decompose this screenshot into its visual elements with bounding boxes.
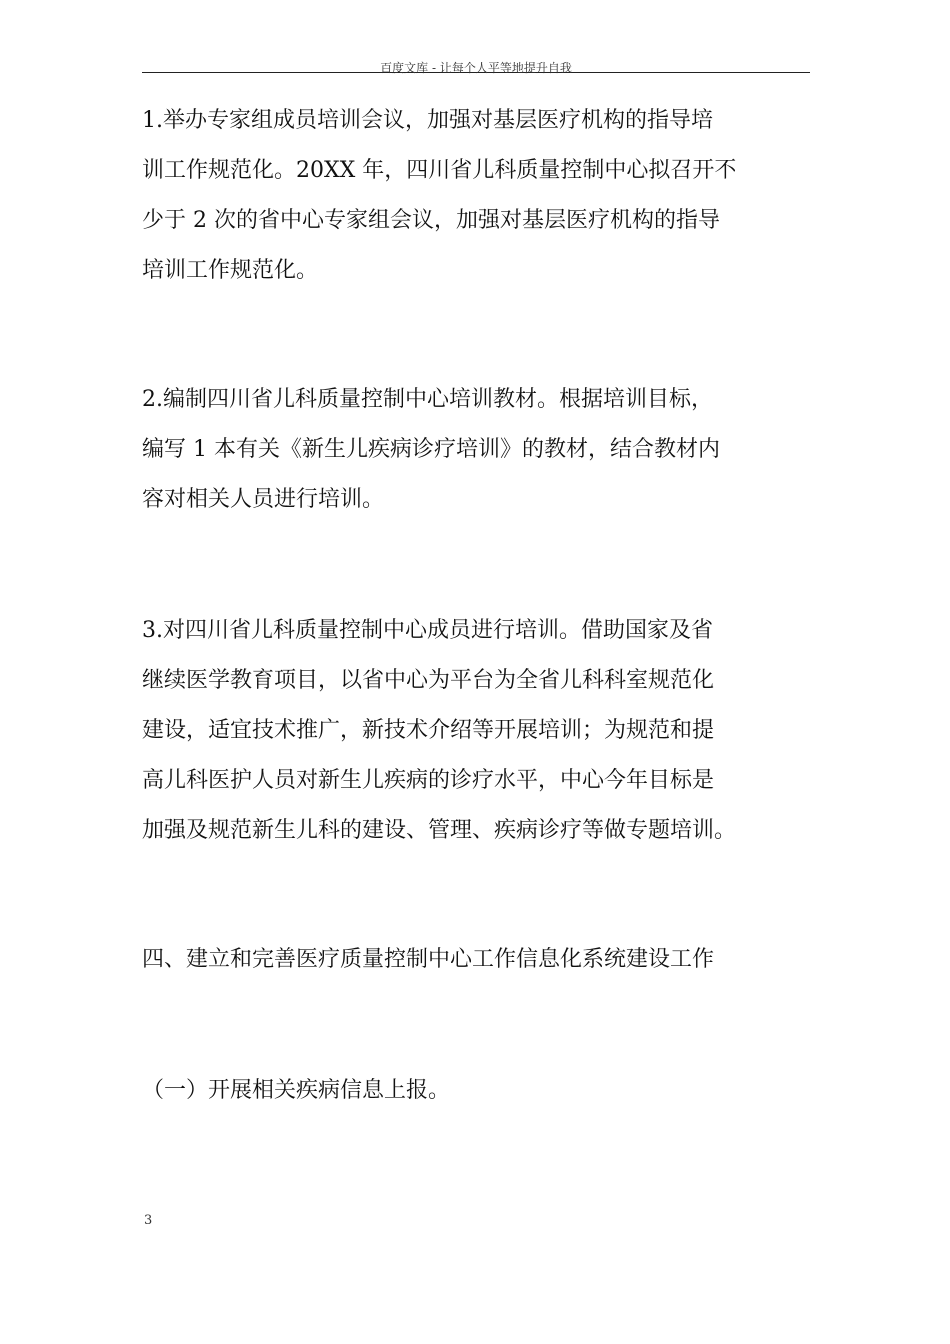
paragraph-2 xyxy=(142,375,810,525)
paragraph-line: 少于 2 次的省中心专家组会议，加强对基层医疗机构的指导 xyxy=(142,208,720,233)
paragraph-line: 容对相关人员进行培训。 xyxy=(142,487,385,512)
page-number: 3 xyxy=(144,1213,153,1228)
paragraph-line: 3.对四川省儿科质量控制中心成员进行培训。借助国家及省 xyxy=(142,618,713,643)
paragraph-line: 编写 1 本有关《新生儿疾病诊疗培训》的教材，结合教材内 xyxy=(142,437,720,462)
paragraph-line: 高儿科医护人员对新生儿疾病的诊疗水平，中心今年目标是 xyxy=(142,768,715,793)
paragraph-line: 培训工作规范化。 xyxy=(142,258,319,283)
section-heading xyxy=(142,935,810,985)
paragraph-line: 加强及规范新生儿科的建设、管理、疾病诊疗等做专题培训。 xyxy=(142,818,737,843)
header-text: 百度文库 - 让每个人平等地提升自我 xyxy=(380,61,572,75)
heading-line: （一）开展相关疾病信息上报。 xyxy=(142,1078,451,1103)
paragraph-line: 训工作规范化。20XX 年，四川省儿科质量控制中心拟召开不 xyxy=(142,158,737,183)
paragraph-line: 继续医学教育项目，以省中心为平台为全省儿科科室规范化 xyxy=(142,668,715,693)
paragraph-3 xyxy=(142,606,810,856)
paragraph-1 xyxy=(142,96,810,296)
page-header xyxy=(142,56,810,73)
heading-line: 四、建立和完善医疗质量控制中心工作信息化系统建设工作 xyxy=(142,947,715,972)
subsection-heading xyxy=(142,1066,810,1116)
paragraph-line: 建设，适宜技术推广，新技术介绍等开展培训；为规范和提 xyxy=(142,718,715,743)
paragraph-line: 1.举办专家组成员培训会议，加强对基层医疗机构的指导培 xyxy=(142,108,713,133)
paragraph-line: 2.编制四川省儿科质量控制中心培训教材。根据培训目标， xyxy=(142,387,713,412)
